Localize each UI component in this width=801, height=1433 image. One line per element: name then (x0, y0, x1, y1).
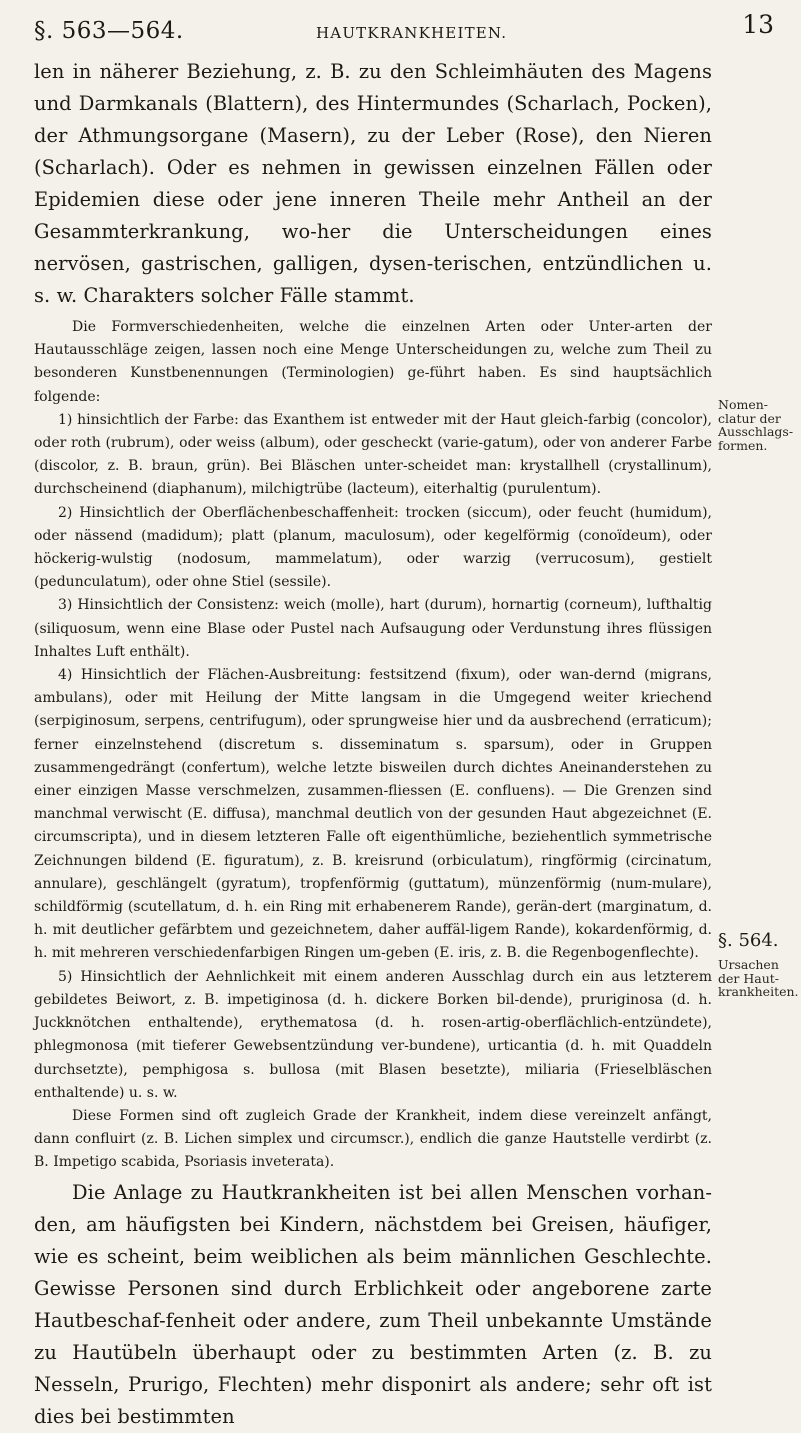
list-item-surface: 2) Hinsichtlich der Oberflächenbeschaffenheit: trocken (siccum), oder feucht (humidum), oder nässend (madidum); platt (planum, maculosum), oder kegelförmig (conoïdeum), oder höckerig-wulstig (nodosum, mammelatum), oder warzig (verrucosum), gestielt (pedunculatum), oder ohne Stiel (sessile). (34, 504, 712, 591)
section-564-paragraph: Die Anlage zu Hautkrankheiten ist bei allen Menschen vorhan-den, am häufigsten bei Kindern, nächstdem bei Greisen, häufiger, wie es scheint, beim weiblichen als beim männlichen Geschlechte. Gewisse Personen sind durch Erblichkeit oder angeborene zarte Hautbeschaf-fenheit oder andere, zum Theil unbekannte Umstände zu Hautübeln überhaupt oder zu bestimmten Arten (z. B. zu Nesseln, Prurigo, Flechten) mehr disponirt als andere; sehr oft ist dies bei bestimmten (34, 1180, 712, 1428)
margin-section-marker: §. 564. (718, 930, 779, 951)
list-item-spread: 4) Hinsichtlich der Flächen-Ausbreitung: festsitzend (fixum), oder wan-dernd (migrans, ambulans), oder mit Heilung der Mitte langsam in die Umgegend weiter kriechend (serpiginosum, serpens, centrifugum), oder sprungweise hier und da ausbrechend (erraticum); ferner einzelnstehend (discretum s. disseminatum s. sparsum), oder in Gruppen zusammengedrängt (confertum), welche letzte bisweilen durch dichtes Aneinanderstehen zu einer einzigen Masse verschmelzen, zusammen-fliessen (E. confluens). — Die Grenzen sind manchmal verwischt (E. diffusa), manchmal deutlich von der gesunden Haut abgezeichnet (E. circumscripta), und in diesem letzteren Falle oft eigenthümliche, beziehentlich symmetrische Zeichnungen bildend (E. figuratum), z. B. kreisrund (orbiculatum), ringförmig (circinatum, annulare), geschlängelt (gyratum), tropfenförmig (guttatum), münzenförmig (num-mulare), schildförmig (scutellatum, d. h. ein Ring mit erhabenerem Rande), gerän-dert (marginatum, d. h. mit deutlicher gefärbtem und gezeichnetem, daher auffäl-ligem Rande), kokardenförmig, d. h. mit mehreren verschiedenfarbigen Ringen um-geben (E. iris, z. B. die Regenbogenflechte). (34, 667, 712, 962)
list-item-similarity: 5) Hinsichtlich der Aehnlichkeit mit einem anderen Ausschlag durch ein aus letzterem gebildetes Beiwort, z. B. impetiginosa (d. h. dickere Borken bil-dende), pruriginosa (d. h. Juckknötchen enthaltende), erythematosa (d. h. rosen-artig-oberflächlich-entzündete), phlegmonosa (mit tieferer Gewebsentzündung ver-bundene), urticantia (d. h. mit Quaddeln durchsetzte), pemphigosa s. bullosa (mit Blasen besetzte), miliaria (Frieselbläschen enthaltende) u. s. w. (34, 968, 712, 1101)
forms-intro-paragraph: Die Formverschiedenheiten, welche die einzelnen Arten oder Unter-arten der Hautausschläge zeigen, lassen noch eine Menge Unterscheidungen zu, welche zum Theil zu besonderen Kunstbenennungen (Terminologien) ge-führt haben. Es sind hauptsächlich folgende: (34, 319, 712, 405)
page-number: 13 (742, 10, 774, 39)
forms-section (34, 316, 712, 1175)
page-header (34, 10, 774, 44)
section-range: §. 563—564. (34, 18, 184, 44)
list-item-consistency: 3) Hinsichtlich der Consistenz: weich (molle), hart (durum), hornartig (corneum), lufthaltig (siliquosum, wenn eine Blase oder Pustel nach Aufsaugung oder Verdunstung ihres flüssigen Inhaltes Luft enthält). (34, 597, 712, 660)
margin-note-causes: Ursachen der Haut-krankheiten. (718, 957, 799, 999)
main-text (34, 56, 712, 1433)
list-item-color: 1) hinsichtlich der Farbe: das Exanthem ist entweder mit der Haut gleich-farbig (concolor), oder roth (rubrum), oder weiss (album), oder gescheckt (varie-gatum), oder von anderer Farbe (discolor, z. B. braun, grün). Bei Bläschen unter-scheidet man: krystallhell (crystallinum), durchscheinend (diaphanum), milchigtrübe (lacteum), eiterhaltig (purulentum). (34, 411, 712, 498)
closing-paragraph: Diese Formen sind oft zugleich Grade der Krankheit, indem diese vereinzelt anfängt, dann confluirt (z. B. Lichen simplex und circumscr.), endlich die ganze Hautstelle verdirbt (z. B. Impetigo scabida, Psoriasis inveterata). (34, 1107, 712, 1171)
margin-note-nomenclature: Nomen-clatur der Ausschlags-formen. (718, 397, 794, 453)
intro-paragraph: len in näherer Beziehung, z. B. zu den Schleimhäuten des Magens und Darmkanals (Blattern), des Hintermundes (Scharlach, Pocken), der Athmungsorgane (Masern), zu der Leber (Rose), den Nieren (Scharlach). Oder es nehmen in gewissen einzelnen Fällen oder Epidemien diese oder jene inneren Theile mehr Antheil an der Gesammterkrankung, wo-her die Unterscheidungen eines nervösen, gastrischen, galligen, dysen-terischen, entzündlichen u. s. w. Charakters solcher Fälle stammt. (34, 60, 712, 307)
running-title: HAUTKRANKHEITEN. (316, 24, 508, 42)
